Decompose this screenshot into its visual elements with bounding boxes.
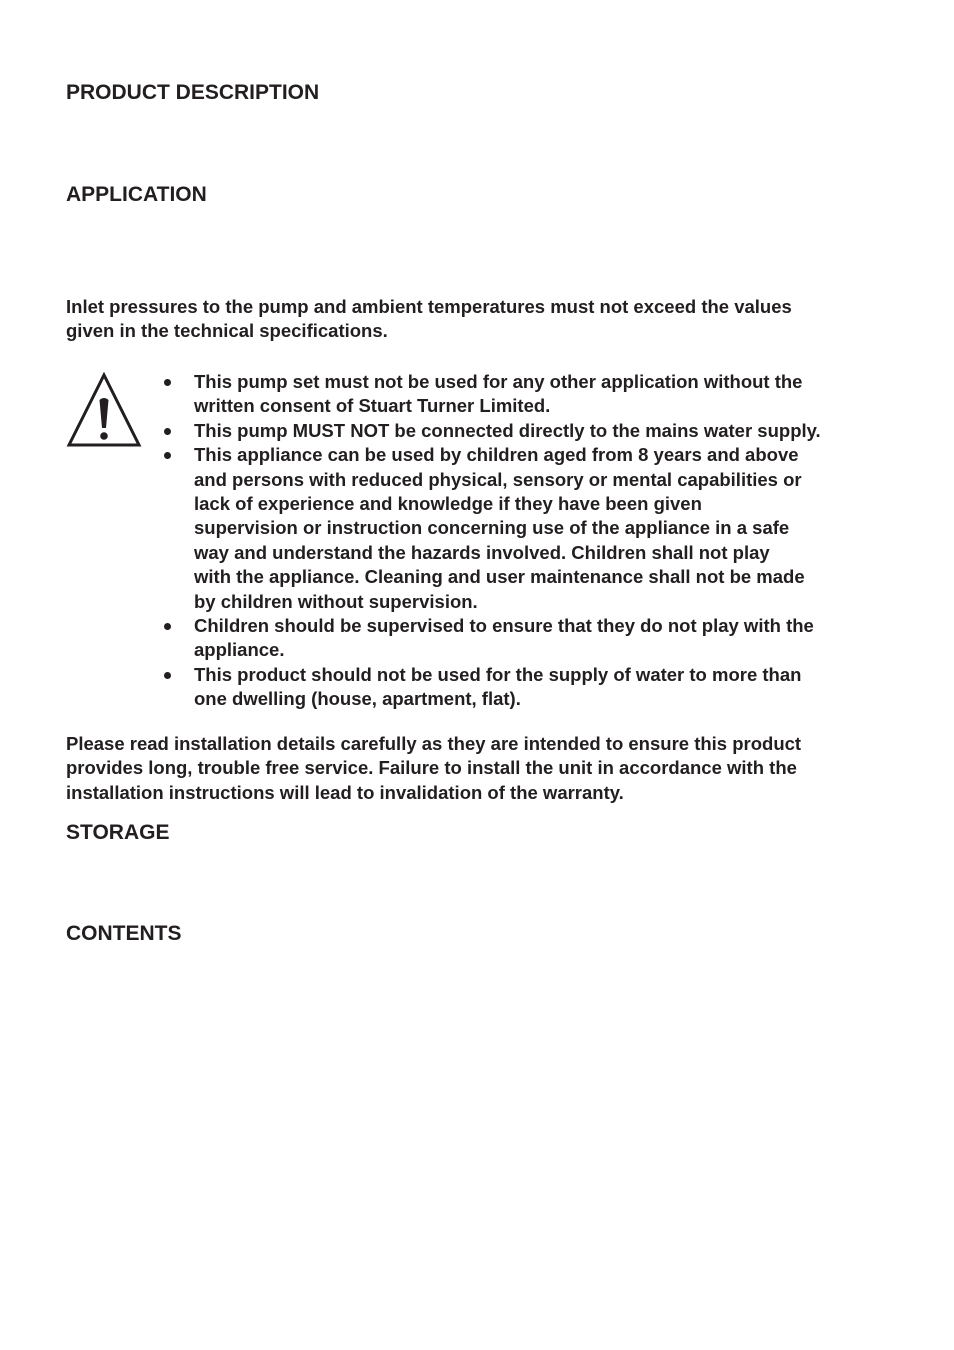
bullet-line: supervision or instruction concerning use of the appliance in a safe	[194, 517, 790, 539]
bullet-dot	[164, 672, 171, 679]
inlet-note-line: given in the technical specifications.	[66, 320, 388, 342]
heading-product-description: PRODUCT DESCRIPTION	[66, 81, 320, 104]
bullet-line: This pump set must not be used for any other application without the	[194, 371, 803, 392]
bullet-line: way and understand the hazards involved. Children shall not play	[194, 541, 770, 563]
list-item	[160, 419, 821, 443]
bullet-line: This product should not be used for the supply of water to more than	[194, 663, 802, 685]
installation-note-line: Please read installation details carefully as they are intended to ensure this product	[66, 733, 802, 754]
heading-contents: CONTENTS	[66, 922, 182, 945]
bullet-line: This appliance can be used by children aged from 8 years and above	[194, 444, 799, 466]
bullet-line: with the appliance. Cleaning and user maintenance shall not be made	[194, 566, 805, 588]
inlet-note-line: Inlet pressures to the pump and ambient temperatures must not exceed the values	[66, 296, 792, 317]
bullet-dot	[164, 379, 171, 386]
installation-note	[66, 732, 801, 805]
installation-note-line: provides long, trouble free service. Failure to install the unit in accordance with the	[66, 757, 797, 779]
bullet-line: appliance.	[194, 639, 285, 661]
installation-note-line: installation instructions will lead to invalidation of the warranty.	[66, 781, 624, 803]
bullet-line: and persons with reduced physical, sensory or mental capabilities or	[194, 468, 802, 490]
bullet-line: lack of experience and knowledge if they have been given	[194, 493, 702, 515]
warning-triangle-icon	[66, 372, 142, 448]
bullet-line: one dwelling (house, apartment, flat).	[194, 688, 521, 710]
list-item	[160, 370, 821, 419]
bullet-line: written consent of Stuart Turner Limited.	[194, 395, 551, 417]
list-item	[160, 663, 821, 712]
heading-application: APPLICATION	[66, 183, 207, 206]
heading-storage: STORAGE	[66, 821, 170, 844]
bullet-line: by children without supervision.	[194, 590, 478, 612]
list-item	[160, 443, 821, 614]
bullet-dot	[164, 428, 171, 435]
warning-bullet-list	[160, 370, 821, 712]
list-item	[160, 614, 821, 663]
inlet-pressure-note	[66, 295, 792, 344]
bullet-line: Children should be supervised to ensure that they do not play with the	[194, 615, 814, 637]
bullet-dot	[164, 452, 171, 459]
bullet-dot	[164, 623, 171, 630]
bullet-line: This pump MUST NOT be connected directly to the mains water supply.	[194, 419, 821, 441]
